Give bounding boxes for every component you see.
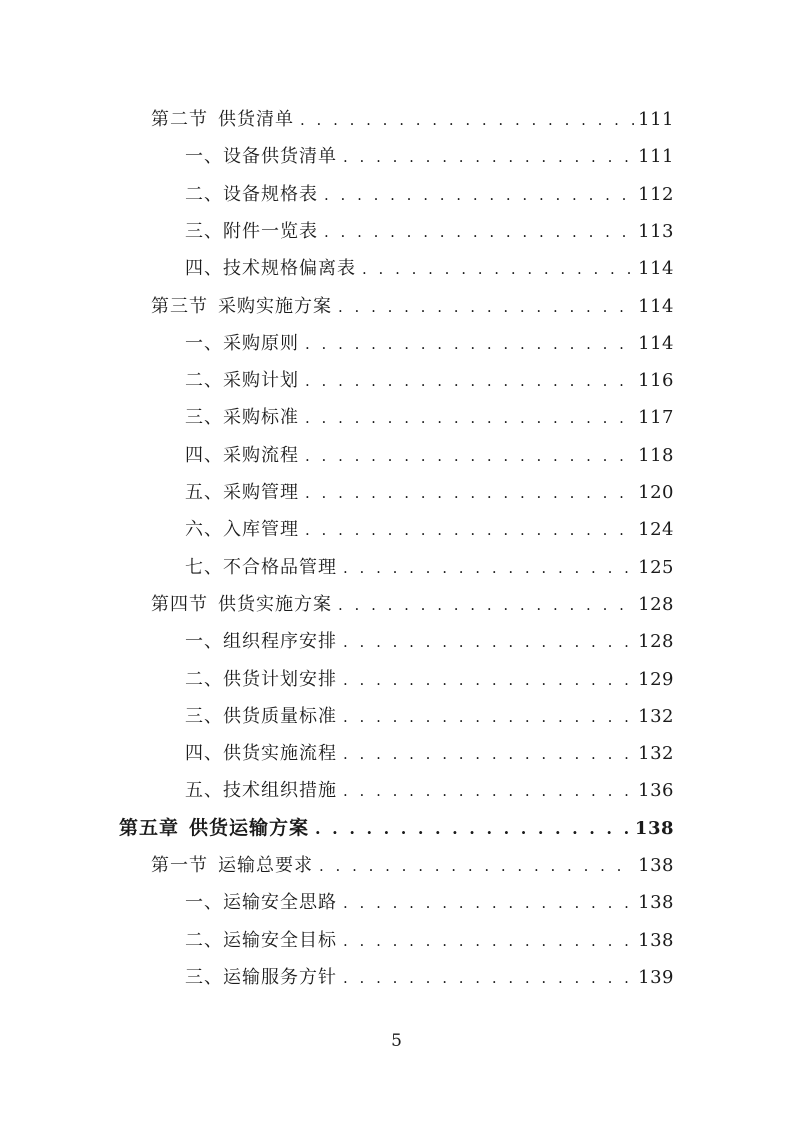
toc-dot-leader [343,139,634,176]
toc-entry-title [185,138,337,175]
toc-entry-number: 一、 [185,332,223,354]
toc-entry-text: 技术组织措施 [223,780,337,802]
toc-entry-title [185,549,337,586]
toc-entry-title [151,101,294,138]
toc-entry-text: 运输服务方针 [223,966,337,988]
toc-entry-item[interactable] [185,884,674,921]
toc-entry-title [185,922,337,959]
toc-dot-leader [338,289,634,326]
toc-entry-number: 一、 [185,146,223,168]
toc-entry-item[interactable] [185,362,674,399]
toc-entry-title [185,176,318,213]
toc-entry-text: 供货质量标准 [223,705,337,727]
toc-entry-number: 四、 [185,743,223,765]
toc-entry-title [185,437,299,474]
toc-entry-page: 128 [638,593,674,615]
toc-dot-leader [343,960,634,997]
toc-entry-page: 124 [638,519,674,541]
toc-entry-text: 运输安全目标 [223,929,337,951]
toc-entry-title [185,399,299,436]
toc-entry-text: 供货实施方案 [218,593,332,615]
toc-entry-title [119,810,309,847]
toc-dot-leader [305,512,634,549]
toc-entry-page: 111 [638,146,674,168]
toc-entry-number: 一、 [185,892,223,914]
toc-entry-item[interactable] [185,959,674,996]
toc-dot-leader [343,624,634,661]
toc-entry-title [185,661,337,698]
toc-entry-title [151,847,313,884]
toc-dot-leader [343,662,634,699]
toc-dot-leader [324,214,634,251]
toc-entry-item[interactable] [185,138,674,175]
toc-dot-leader [305,400,634,437]
toc-entry-title [185,698,337,735]
toc-entry-page: 138 [638,929,674,951]
toc-entry-number: 第一节 [151,855,208,876]
toc-entry-number: 三、 [185,966,223,988]
toc-entry-number: 三、 [185,220,223,242]
toc-entry-number: 第三节 [151,295,208,317]
toc-entry-title [185,623,337,660]
toc-entry-text: 不合格品管理 [223,556,337,578]
toc-entry-text: 运输总要求 [218,855,313,876]
toc-entry-number: 二、 [185,929,223,951]
toc-entry-page: 138 [638,855,674,876]
toc-entry-page: 112 [638,183,674,205]
toc-entry-page: 136 [638,780,674,802]
toc-entry-text: 采购计划 [223,370,299,392]
toc-entry-item[interactable] [185,213,674,250]
toc-entry-title [185,250,356,287]
toc-entry-number: 七、 [185,556,223,578]
toc-entry-title [185,213,318,250]
toc-entry-title [185,959,337,996]
toc-dot-leader [362,251,634,288]
toc-entry-number: 三、 [185,705,223,727]
toc-entry-title [185,325,299,362]
toc-entry-page: 114 [638,258,674,280]
toc-entry-item[interactable] [185,176,674,213]
toc-entry-number: 五、 [185,780,223,802]
toc-entry-item[interactable] [185,511,674,548]
toc-entry-title [185,362,299,399]
toc-entry-title [185,772,337,809]
toc-entry-page: 125 [638,556,674,578]
toc-dot-leader [343,736,634,773]
toc-entry-text: 采购流程 [223,444,299,466]
toc-dot-leader [305,475,634,512]
toc-entry-text: 供货运输方案 [189,816,310,839]
toc-entry-item[interactable] [185,772,674,809]
toc-entry-page: 114 [638,332,674,354]
toc-dot-leader [315,810,631,847]
toc-entry-chapter[interactable] [119,810,674,847]
toc-entry-page: 118 [638,444,674,466]
toc-entry-number: 二、 [185,370,223,392]
toc-entry-title [185,511,299,548]
toc-entry-item[interactable] [185,623,674,660]
toc-entry-page: 138 [634,817,674,839]
toc-entry-item[interactable] [185,399,674,436]
toc-dot-leader [319,848,634,885]
toc-entry-text: 设备规格表 [223,183,318,205]
toc-entry-title [151,288,332,325]
toc-entry-text: 附件一览表 [223,220,318,242]
toc-entry-text: 供货清单 [218,109,294,130]
toc-dot-leader [300,102,634,139]
toc-entry-page: 138 [638,892,674,914]
toc-entry-page: 129 [638,668,674,690]
toc-entry-title [185,884,337,921]
toc-dot-leader [338,587,634,624]
toc-entry-page: 117 [638,407,674,429]
toc-entry-number: 第四节 [151,593,208,615]
table-of-contents [0,101,793,1021]
toc-entry-item[interactable] [185,698,674,735]
page-number: 5 [391,1031,402,1051]
toc-entry-number: 第五章 [119,816,180,839]
toc-entry-item[interactable] [185,549,674,586]
toc-dot-leader [343,550,634,587]
toc-entry-item[interactable] [185,325,674,362]
toc-entry-section[interactable] [151,586,674,623]
toc-dot-leader [343,885,634,922]
toc-entry-number: 六、 [185,519,223,541]
toc-dot-leader [305,438,634,475]
toc-entry-text: 运输安全思路 [223,892,337,914]
toc-entry-item[interactable] [185,735,674,772]
toc-entry-number: 第二节 [151,109,208,130]
toc-entry-page: 114 [638,295,674,317]
toc-entry-item[interactable] [185,250,674,287]
toc-dot-leader [343,773,634,810]
toc-dot-leader [343,699,634,736]
toc-entry-text: 供货实施流程 [223,743,337,765]
toc-entry-number: 一、 [185,631,223,653]
toc-entry-page: 116 [638,370,674,392]
toc-entry-number: 二、 [185,183,223,205]
toc-entry-page: 111 [638,109,674,130]
toc-dot-leader [343,923,634,960]
toc-entry-item[interactable] [185,437,674,474]
toc-entry-section[interactable] [151,847,674,884]
toc-entry-number: 四、 [185,258,223,280]
toc-entry-page: 132 [638,743,674,765]
toc-entry-text: 采购管理 [223,482,299,503]
toc-entry-number: 五、 [185,482,223,503]
toc-dot-leader [305,363,634,400]
toc-entry-title [151,586,332,623]
toc-entry-title [185,474,299,511]
toc-entry-page: 120 [638,482,674,503]
toc-entry-item[interactable] [185,474,674,511]
toc-entry-number: 三、 [185,407,223,429]
toc-entry-text: 设备供货清单 [223,146,337,168]
toc-entry-text: 组织程序安排 [223,631,337,653]
toc-entry-item[interactable] [185,661,674,698]
toc-entry-page: 128 [638,631,674,653]
toc-dot-leader [305,326,634,363]
toc-entry-text: 采购标准 [223,407,299,429]
toc-entry-text: 采购原则 [223,332,299,354]
toc-entry-item[interactable] [185,922,674,959]
toc-entry-number: 二、 [185,668,223,690]
toc-entry-text: 采购实施方案 [218,295,332,317]
toc-entry-number: 四、 [185,444,223,466]
toc-entry-page: 139 [638,966,674,988]
toc-entry-title [185,735,337,772]
toc-entry-section[interactable] [151,288,674,325]
toc-entry-page: 132 [638,705,674,727]
toc-entry-section[interactable] [151,101,674,138]
toc-dot-leader [324,177,634,214]
toc-entry-page: 113 [638,220,674,242]
toc-entry-text: 入库管理 [223,519,299,541]
toc-entry-text: 供货计划安排 [223,668,337,690]
toc-entry-text: 技术规格偏离表 [223,258,356,280]
